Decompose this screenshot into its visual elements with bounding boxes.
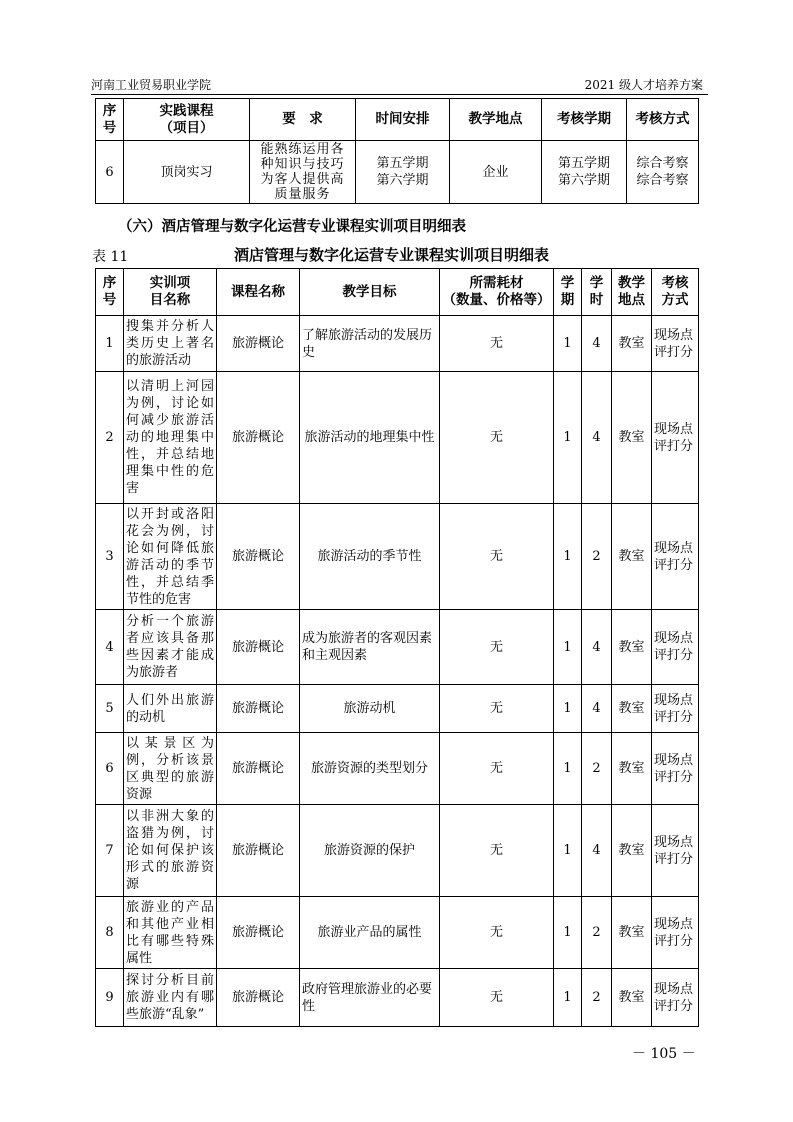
table-row [96, 610, 699, 685]
row-no: 9 [96, 969, 124, 1027]
row-term: 1 [554, 610, 582, 685]
row-no: 2 [96, 372, 124, 504]
t1-h-place: 教学地点 [450, 99, 542, 141]
row-method: 现场点评打分 [652, 316, 699, 372]
row-name: 人们外出旅游的动机 [124, 685, 217, 733]
training-items-table [95, 268, 699, 1027]
t2-h-no: 序 号 [96, 269, 124, 316]
t1-requirement: 能熟练运用各 种知识与技巧 为客人提供高 质量服务 [250, 141, 356, 204]
row-place: 教室 [612, 685, 652, 733]
t1-h-method: 考核方式 [627, 99, 699, 141]
row-place: 教室 [612, 897, 652, 969]
row-hours: 4 [582, 316, 612, 372]
t1-h-req: 要 求 [250, 99, 356, 141]
row-hours: 4 [582, 610, 612, 685]
table-row [96, 685, 699, 733]
row-method: 现场点评打分 [652, 969, 699, 1027]
page-number: － 105 － [632, 1046, 696, 1062]
row-course: 旅游概论 [217, 316, 300, 372]
table2-body [96, 316, 699, 1027]
row-hours: 2 [582, 897, 612, 969]
header-plan: 2021 级人才培养方案 [584, 78, 703, 92]
row-goal: 旅游资源的保护 [300, 805, 440, 897]
row-name: 搜集并分析人类历史上著名的旅游活动 [124, 316, 217, 372]
row-place: 教室 [612, 504, 652, 610]
table-row [96, 969, 699, 1027]
row-course: 旅游概论 [217, 805, 300, 897]
t1-place: 企业 [450, 141, 542, 204]
t2-h-place: 教学 地点 [612, 269, 652, 316]
row-material: 无 [440, 733, 554, 805]
row-goal: 旅游业产品的属性 [300, 897, 440, 969]
row-term: 1 [554, 969, 582, 1027]
row-hours: 2 [582, 733, 612, 805]
row-course: 旅游概论 [217, 372, 300, 504]
row-material: 无 [440, 897, 554, 969]
row-name: 以非洲大象的盗猎为例，讨论如何保护该形式的旅游资源 [124, 805, 217, 897]
table-row [96, 504, 699, 610]
row-method: 现场点评打分 [652, 504, 699, 610]
table-row [96, 733, 699, 805]
row-course: 旅游概论 [217, 733, 300, 805]
table-label: 表 11 [92, 249, 129, 265]
row-hours: 2 [582, 969, 612, 1027]
t1-time: 第五学期 第六学期 [356, 141, 450, 204]
table2-header-row [96, 269, 699, 316]
table1-row [96, 141, 699, 204]
row-term: 1 [554, 733, 582, 805]
row-material: 无 [440, 316, 554, 372]
table-row [96, 372, 699, 504]
row-material: 无 [440, 685, 554, 733]
table-row [96, 316, 699, 372]
row-term: 1 [554, 685, 582, 733]
row-name: 以清明上河园为例，讨论如何减少旅游活动的地理集中性，并总结地理集中性的危害 [124, 372, 217, 504]
row-no: 7 [96, 805, 124, 897]
t1-course: 顶岗实习 [124, 141, 250, 204]
practice-course-table [95, 98, 699, 204]
row-goal: 政府管理旅游业的必要性 [300, 969, 440, 1027]
table-row [96, 805, 699, 897]
row-hours: 4 [582, 372, 612, 504]
row-name: 分析一个旅游者应该具备那些因素才能成为旅游者 [124, 610, 217, 685]
t2-h-term: 学 期 [554, 269, 582, 316]
t2-h-goal: 教学目标 [300, 269, 440, 316]
row-place: 教室 [612, 733, 652, 805]
row-method: 现场点评打分 [652, 733, 699, 805]
t1-h-term: 考核学期 [542, 99, 627, 141]
row-goal: 旅游活动的季节性 [300, 504, 440, 610]
row-name: 探讨分析目前旅游业内有哪些旅游“乱象” [124, 969, 217, 1027]
row-term: 1 [554, 504, 582, 610]
row-goal: 成为旅游者的客观因素和主观因素 [300, 610, 440, 685]
row-hours: 4 [582, 685, 612, 733]
t1-term: 第五学期 第六学期 [542, 141, 627, 204]
row-goal: 旅游资源的类型划分 [300, 733, 440, 805]
row-name: 以开封或洛阳花会为例，讨论如何降低旅游活动的季节性，并总结季节性的危害 [124, 504, 217, 610]
row-goal: 旅游动机 [300, 685, 440, 733]
row-place: 教室 [612, 969, 652, 1027]
row-term: 1 [554, 897, 582, 969]
t2-h-method: 考核 方式 [652, 269, 699, 316]
t2-h-course: 课程名称 [217, 269, 300, 316]
row-goal: 旅游活动的地理集中性 [300, 372, 440, 504]
t2-h-material: 所需耗材 （数量、价格等） [440, 269, 554, 316]
row-material: 无 [440, 610, 554, 685]
row-place: 教室 [612, 610, 652, 685]
row-no: 6 [96, 733, 124, 805]
row-name: 旅游业的产品和其他产业相比有哪些特殊属性 [124, 897, 217, 969]
t1-h-course: 实践课程 （项目） [124, 99, 250, 141]
section-heading: （六）酒店管理与数字化运营专业课程实训项目明细表 [118, 218, 466, 235]
row-method: 现场点评打分 [652, 372, 699, 504]
row-method: 现场点评打分 [652, 610, 699, 685]
row-no: 3 [96, 504, 124, 610]
row-course: 旅游概论 [217, 969, 300, 1027]
table-row [96, 897, 699, 969]
row-material: 无 [440, 805, 554, 897]
header-rule [91, 94, 708, 95]
row-method: 现场点评打分 [652, 805, 699, 897]
row-no: 8 [96, 897, 124, 969]
row-no: 4 [96, 610, 124, 685]
row-material: 无 [440, 504, 554, 610]
t2-h-hours: 学 时 [582, 269, 612, 316]
row-course: 旅游概论 [217, 610, 300, 685]
row-material: 无 [440, 969, 554, 1027]
row-method: 现场点评打分 [652, 897, 699, 969]
header-school: 河南工业贸易职业学院 [91, 78, 212, 92]
t2-h-name: 实训项 目名称 [124, 269, 217, 316]
row-term: 1 [554, 805, 582, 897]
row-material: 无 [440, 372, 554, 504]
table1-header-row [96, 99, 699, 141]
row-hours: 4 [582, 805, 612, 897]
row-course: 旅游概论 [217, 897, 300, 969]
row-place: 教室 [612, 372, 652, 504]
t1-h-time: 时间安排 [356, 99, 450, 141]
row-course: 旅游概论 [217, 685, 300, 733]
row-place: 教室 [612, 316, 652, 372]
row-term: 1 [554, 372, 582, 504]
row-no: 1 [96, 316, 124, 372]
row-hours: 2 [582, 504, 612, 610]
row-goal: 了解旅游活动的发展历史 [300, 316, 440, 372]
row-term: 1 [554, 316, 582, 372]
row-method: 现场点评打分 [652, 685, 699, 733]
t1-no: 6 [96, 141, 124, 204]
row-course: 旅游概论 [217, 504, 300, 610]
row-no: 5 [96, 685, 124, 733]
t1-method: 综合考察 综合考察 [627, 141, 699, 204]
row-name: 以某景区为例，分析该景区典型的旅游资源 [124, 733, 217, 805]
t1-h-no: 序 号 [96, 99, 124, 141]
table-title: 酒店管理与数字化运营专业课程实训项目明细表 [234, 246, 550, 264]
row-place: 教室 [612, 805, 652, 897]
